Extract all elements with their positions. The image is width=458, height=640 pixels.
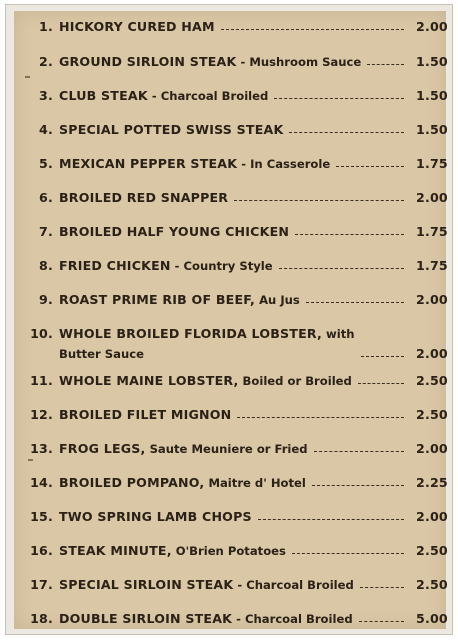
menu-item-title: WHOLE BROILED FLORIDA LOBSTER,: [59, 326, 323, 341]
menu-item-number: 12.: [30, 407, 53, 422]
menu-item-number: 13.: [30, 441, 53, 456]
menu-item-price: 1.50: [416, 122, 448, 137]
menu-item-name: [59, 190, 228, 206]
menu-item-number: 6.: [39, 190, 53, 205]
menu-item-detail: - Charcoal Broiled: [233, 578, 354, 592]
menu-item-name: [59, 122, 283, 138]
menu-item-price: 2.50: [416, 577, 448, 592]
menu-item-name: [59, 373, 352, 389]
menu-item-detail: Boiled or Broiled: [238, 374, 352, 388]
menu-item-title: SPECIAL SIRLOIN STEAK: [59, 577, 234, 592]
dotted-leader: [289, 132, 404, 133]
dotted-leader: [306, 302, 404, 303]
photo-frame: [5, 4, 453, 635]
menu-item-detail: - Charcoal Broiled: [147, 89, 269, 103]
menu-item-line: [59, 577, 446, 593]
menu-item-number: 2.: [39, 54, 53, 69]
menu-item-name: [59, 54, 361, 70]
menu-item-number: 10.: [30, 326, 53, 341]
menu-item-line: [59, 190, 446, 206]
menu-item-line: [59, 292, 446, 308]
menu-item-line: [59, 156, 446, 172]
menu-item-number: 18.: [30, 611, 53, 626]
menu-item-price: 2.50: [416, 407, 448, 422]
menu-item-price: 2.00: [416, 509, 448, 524]
menu-item-number: 1.: [39, 19, 53, 34]
menu-item-detail: Saute Meuniere or Fried: [145, 442, 308, 456]
menu-item-price: 2.50: [416, 373, 448, 388]
dotted-leader: [237, 417, 404, 418]
menu-page: [14, 11, 446, 629]
speck-mark: [25, 76, 30, 78]
menu-item-title: TWO SPRING LAMB CHOPS: [59, 509, 252, 524]
menu-item-title: BROILED POMPANO,: [59, 475, 205, 490]
menu-item-detail: Au Jus: [255, 293, 300, 307]
menu-item-line-continued: [59, 346, 446, 362]
menu-item-name: [59, 577, 354, 593]
menu-item-line: [59, 19, 446, 35]
menu-item-detail: O'Brien Potatoes: [171, 544, 286, 558]
dotted-leader: [274, 98, 404, 99]
menu-item-name: [59, 292, 300, 308]
menu-item-title: HICKORY CURED HAM: [59, 19, 215, 34]
menu-item-line: [59, 543, 446, 559]
menu-item-price: 2.00: [416, 346, 448, 361]
menu-item-line: [59, 475, 446, 491]
menu-item-name: [59, 543, 286, 559]
menu-item-title: STEAK MINUTE,: [59, 543, 172, 558]
menu-item-title: BROILED HALF YOUNG CHICKEN: [59, 224, 290, 239]
menu-item-detail: - Mushroom Sauce: [236, 55, 362, 69]
dotted-leader: [360, 587, 404, 588]
menu-item-detail-continued: Butter Sauce: [59, 347, 144, 361]
menu-item-line: [59, 88, 446, 104]
menu-item-title: FRIED CHICKEN: [59, 258, 171, 273]
speck-mark: [28, 459, 33, 461]
menu-item-line: [59, 122, 446, 138]
menu-item-title: WHOLE MAINE LOBSTER,: [59, 373, 239, 388]
menu-item-title: DOUBLE SIRLOIN STEAK: [59, 611, 233, 626]
dotted-leader: [359, 621, 404, 622]
dotted-leader: [258, 519, 404, 520]
menu-item-number: 5.: [39, 156, 53, 171]
menu-item-price: 2.00: [416, 190, 448, 205]
menu-item-number: 11.: [30, 373, 53, 388]
menu-item-number: 4.: [39, 122, 53, 137]
menu-item-line: [59, 326, 446, 342]
dotted-leader: [312, 485, 404, 486]
menu-item-price: 2.00: [416, 19, 448, 34]
menu-item-price: 5.00: [416, 611, 448, 626]
menu-item-name: [59, 224, 289, 240]
menu-item-name: [59, 509, 252, 525]
menu-item-price: 2.00: [416, 441, 448, 456]
menu-item-title: MEXICAN PEPPER STEAK: [59, 156, 238, 171]
menu-item-price: 1.75: [416, 224, 448, 239]
menu-item-title: CLUB STEAK: [59, 88, 148, 103]
menu-item-detail: Maitre d' Hotel: [204, 476, 306, 490]
menu-item-line: [59, 224, 446, 240]
dotted-leader: [292, 553, 404, 554]
dotted-leader: [314, 451, 404, 452]
menu-item-name: [59, 611, 353, 627]
menu-item-detail: - Country Style: [170, 259, 273, 273]
menu-item-line: [59, 407, 446, 423]
menu-item-price: 1.75: [416, 258, 448, 273]
menu-item-title: BROILED FILET MIGNON: [59, 407, 232, 422]
menu-item-price: 2.50: [416, 543, 448, 558]
dotted-leader: [279, 268, 404, 269]
menu-item-price: 2.00: [416, 292, 448, 307]
menu-item-title: GROUND SIRLOIN STEAK: [59, 54, 237, 69]
menu-item-name: [59, 19, 215, 35]
menu-item-name: [59, 475, 306, 491]
menu-item-name: [59, 258, 273, 274]
menu-item-name: [59, 326, 355, 342]
menu-item-detail: with: [322, 327, 355, 341]
menu-item-number: 3.: [39, 88, 53, 103]
menu-item-number: 15.: [30, 509, 53, 524]
dotted-leader: [295, 234, 404, 235]
menu-item-line: [59, 258, 446, 274]
menu-item-number: 7.: [39, 224, 53, 239]
menu-item-number: 17.: [30, 577, 53, 592]
menu-item-price: 1.75: [416, 156, 448, 171]
menu-item-detail: - Charcoal Broiled: [232, 612, 353, 626]
menu-item-title: ROAST PRIME RIB OF BEEF,: [59, 292, 256, 307]
menu-item-line: [59, 373, 446, 389]
menu-item-line: [59, 441, 446, 457]
menu-item-price: 2.25: [416, 475, 448, 490]
menu-item-line: [59, 509, 446, 525]
menu-item-line: [59, 54, 446, 70]
dotted-leader: [221, 29, 404, 30]
dotted-leader: [361, 356, 404, 357]
menu-item-number: 9.: [39, 292, 53, 307]
menu-item-line: [59, 611, 446, 627]
menu-item-title: BROILED RED SNAPPER: [59, 190, 229, 205]
dotted-leader: [234, 200, 404, 201]
menu-item-number: 8.: [39, 258, 53, 273]
menu-item-title: FROG LEGS,: [59, 441, 146, 456]
menu-item-number: 16.: [30, 543, 53, 558]
menu-item-title: SPECIAL POTTED SWISS STEAK: [59, 122, 284, 137]
menu-item-name: [59, 441, 308, 457]
dotted-leader: [336, 166, 404, 167]
menu-item-name: [59, 156, 330, 172]
menu-item-name: [59, 88, 268, 104]
menu-item-detail: - In Casserole: [237, 157, 331, 171]
menu-item-number: 14.: [30, 475, 53, 490]
dotted-leader: [358, 383, 404, 384]
menu-item-name: [59, 407, 231, 423]
dotted-leader: [367, 64, 404, 65]
menu-item-price: 1.50: [416, 54, 448, 69]
menu-item-price: 1.50: [416, 88, 448, 103]
